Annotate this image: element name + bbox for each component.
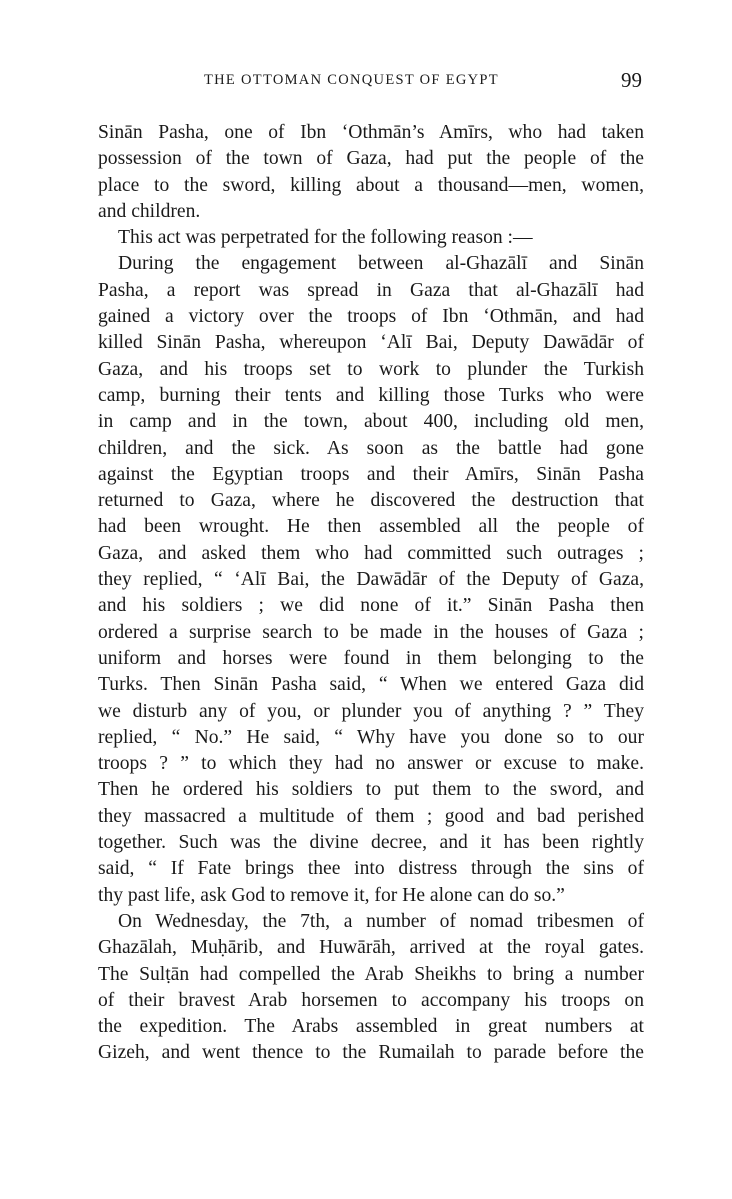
text-line: camp, burning their tents and killing those Turks who were — [98, 384, 644, 406]
text-line: they massacred a multitude of them ; good and bad perished — [98, 805, 644, 827]
text-line: had been wrought. He then assembled all the people of — [98, 516, 644, 538]
text-line: said, “ If Fate brings thee into distress through the sins of — [98, 858, 644, 880]
text-line: This act was perpetrated for the following reason :— — [118, 227, 533, 249]
running-head — [98, 70, 644, 94]
text-line: Gaza, and his troops set to work to plunder the Turkish — [98, 358, 644, 380]
text-line: and children. — [98, 200, 201, 222]
text-line: thy past life, ask God to remove it, for He alone can do so.” — [98, 884, 565, 906]
text-line: the expedition. The Arabs assembled in great numbers at — [98, 1016, 644, 1038]
text-line: ordered a surprise search to be made in the houses of Gaza ; — [98, 621, 644, 643]
text-line: in camp and in the town, about 400, including old men, — [98, 411, 644, 433]
text-line: Ghazālah, Muḥārib, and Huwārāh, arrived at the royal gates. — [98, 937, 644, 959]
text-line: The Sulṭān had compelled the Arab Sheikhs to bring a number — [98, 963, 644, 985]
text-line: replied, “ No.” He said, “ Why have you done so to our — [98, 726, 644, 748]
text-line: uniform and horses were found in them belonging to the — [98, 647, 644, 669]
text-line: possession of the town of Gaza, had put the people of the — [98, 148, 644, 170]
text-line: Then he ordered his soldiers to put them to the sword, and — [98, 779, 644, 801]
text-line: Gizeh, and went thence to the Rumailah to parade before the — [98, 1042, 644, 1064]
text-line: of their bravest Arab horsemen to accompany his troops on — [98, 989, 644, 1011]
text-line: Gaza, and asked them who had committed such outrages ; — [98, 542, 644, 564]
text-line: troops ? ” to which they had no answer or excuse to make. — [98, 753, 644, 775]
text-line: children, and the sick. As soon as the battle had gone — [98, 437, 644, 459]
text-line: returned to Gaza, where he discovered the destruction that — [98, 490, 644, 512]
text-line: together. Such was the divine decree, and it has been rightly — [98, 832, 644, 854]
page-number: 99 — [621, 68, 642, 92]
text-line: and his soldiers ; we did none of it.” Sinān Pasha then — [98, 595, 644, 617]
text-line: Pasha, a report was spread in Gaza that al-Ghazālī had — [98, 279, 644, 301]
body-text — [98, 120, 644, 1067]
text-line: place to the sword, killing about a thousand—men, women, — [98, 174, 644, 196]
text-line: Sinān Pasha, one of Ibn ‘Othmān’s Amīrs, who had taken — [98, 122, 644, 143]
text-line: killed Sinān Pasha, whereupon ‘Alī Bai, Deputy Dawādār of — [98, 332, 644, 354]
text-line: gained a victory over the troops of Ibn ‘Othmān, and had — [98, 306, 644, 328]
running-title: THE OTTOMAN CONQUEST OF EGYPT — [204, 72, 499, 88]
text-line: On Wednesday, the 7th, a number of nomad tribesmen of — [118, 910, 644, 932]
text-line: they replied, “ ‘Alī Bai, the Dawādār of the Deputy of Gaza, — [98, 569, 644, 591]
text-line: Turks. Then Sinān Pasha said, “ When we entered Gaza did — [98, 674, 644, 696]
text-line: we disturb any of you, or plunder you of anything ? ” They — [98, 700, 644, 722]
text-line: against the Egyptian troops and their Amīrs, Sinān Pasha — [98, 463, 644, 485]
text-line: During the engagement between al-Ghazālī and Sinān — [118, 253, 644, 275]
